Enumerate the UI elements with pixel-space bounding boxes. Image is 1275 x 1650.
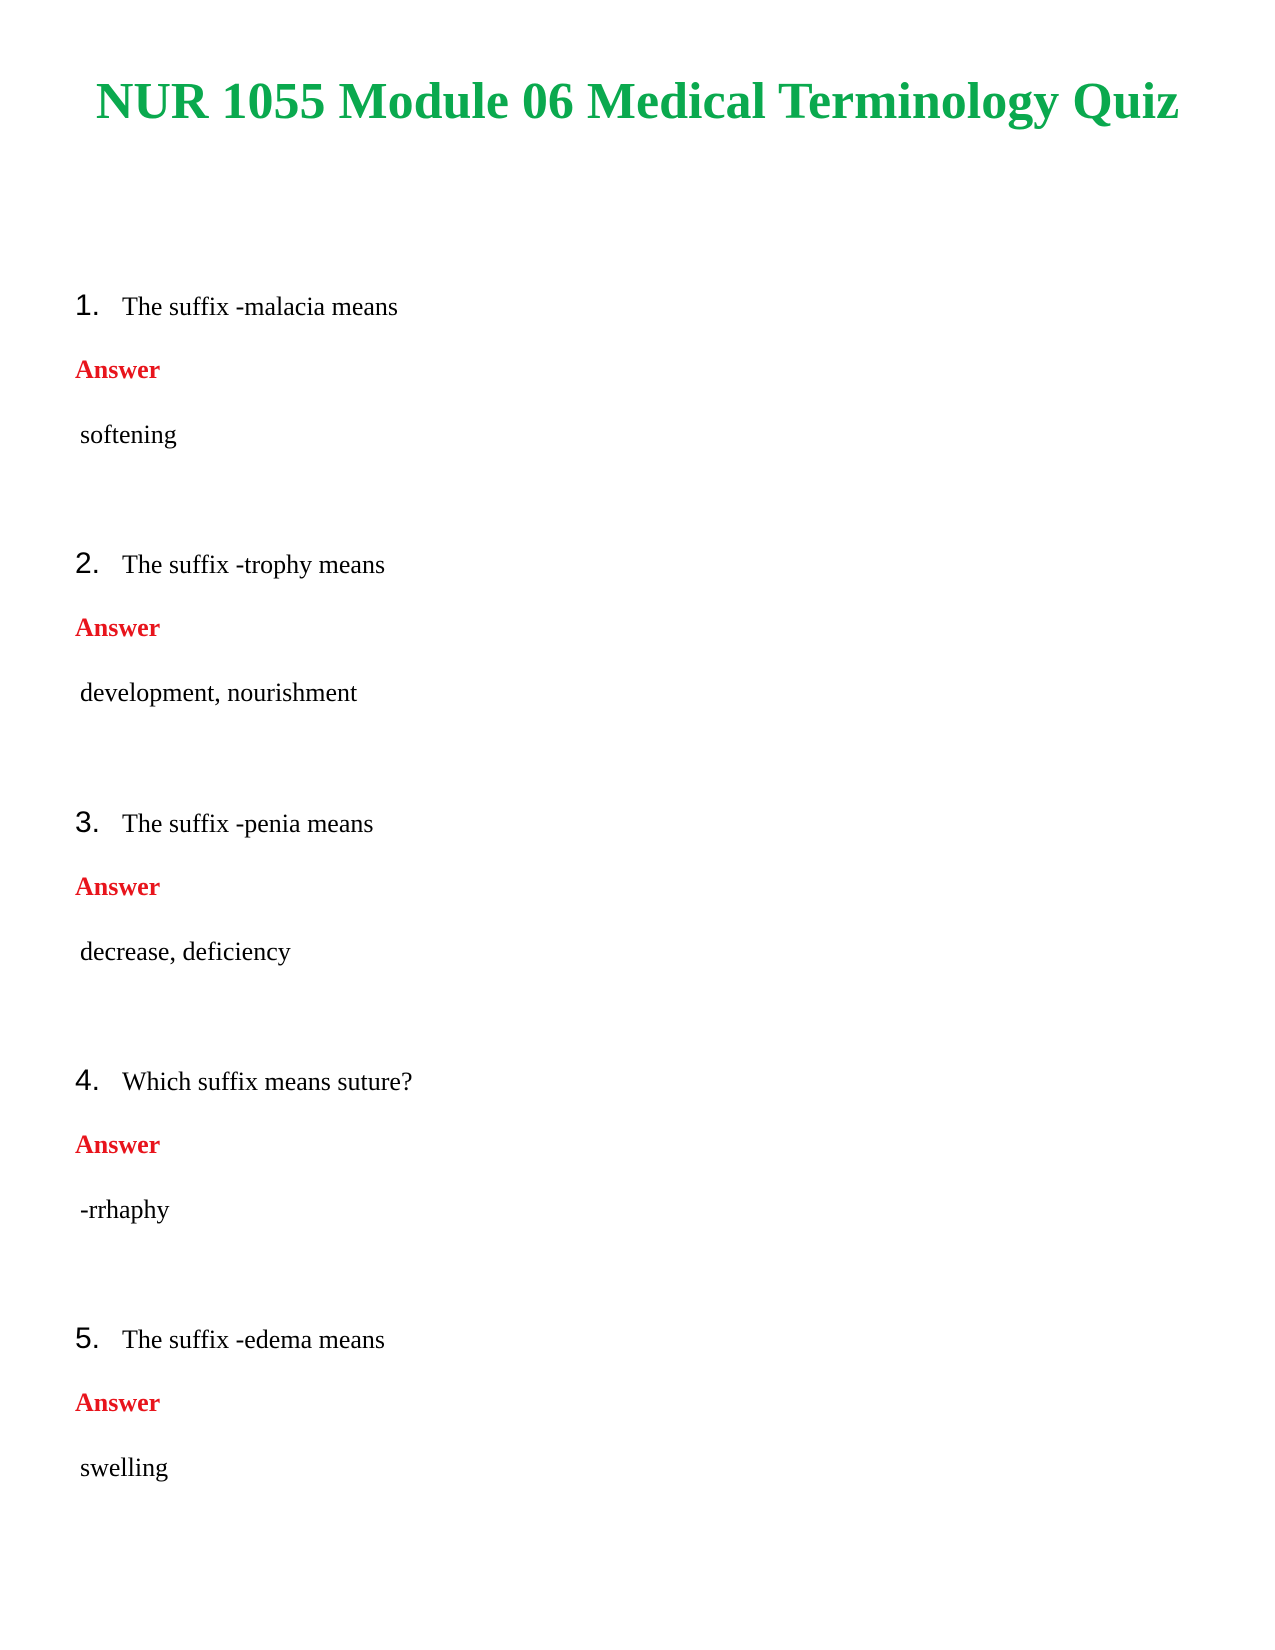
question-line	[75, 1063, 413, 1100]
question-number: 1.	[75, 289, 101, 322]
question-line	[75, 805, 374, 842]
answer-label: Answer	[75, 872, 161, 901]
question-number: 2.	[75, 547, 101, 580]
answer-text: decrease, deficiency	[80, 937, 291, 966]
answer-label: Answer	[75, 1130, 161, 1159]
page-title: NUR 1055 Module 06 Medical Terminology Quiz	[95, 73, 1180, 130]
answer-text: softening	[80, 420, 177, 449]
question-text: The suffix -edema means	[122, 1325, 386, 1354]
question-text: The suffix -penia means	[122, 809, 374, 838]
question-number: 4.	[75, 1064, 101, 1097]
answer-text: -rrhaphy	[80, 1195, 170, 1224]
answer-text: development, nourishment	[80, 678, 358, 707]
answer-label: Answer	[75, 355, 161, 384]
question-line	[75, 1321, 385, 1358]
question-number: 5.	[75, 1322, 101, 1355]
answer-label: Answer	[75, 1388, 161, 1417]
answer-label: Answer	[75, 613, 161, 642]
answer-text: swelling	[80, 1453, 169, 1482]
question-line	[75, 546, 385, 583]
question-number: 3.	[75, 806, 101, 839]
question-text: Which suffix means suture?	[122, 1067, 413, 1096]
question-text: The suffix -trophy means	[122, 550, 386, 579]
question-text: The suffix -malacia means	[122, 292, 399, 321]
question-line	[75, 288, 398, 325]
